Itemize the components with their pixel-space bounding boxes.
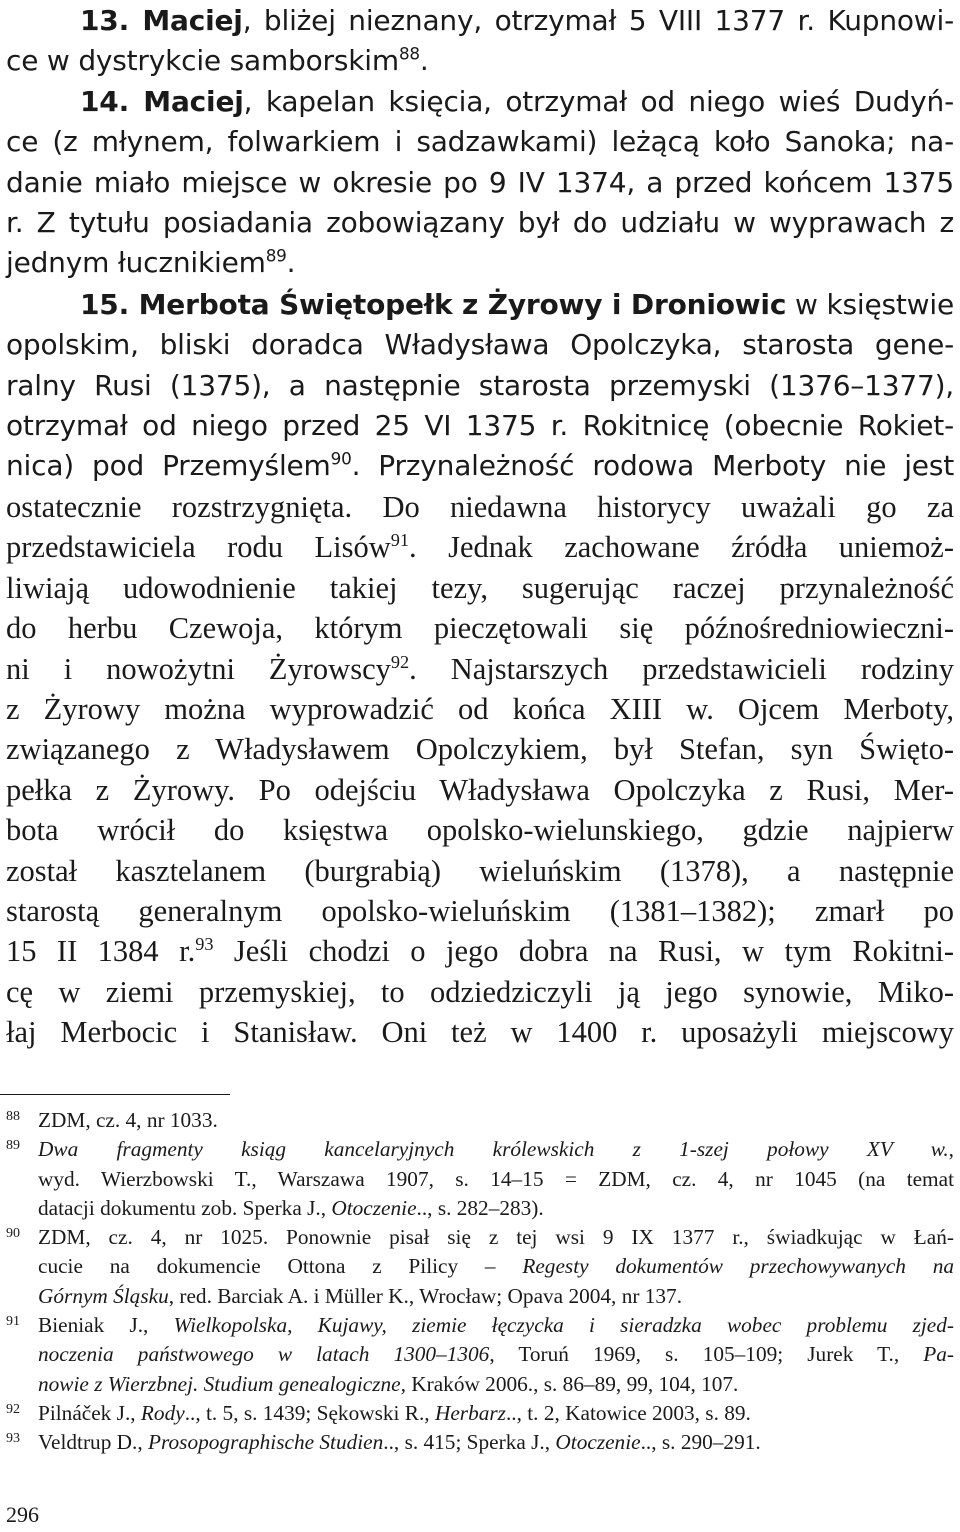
text-line: ralny Rusi (1375), a następnie starosta przemyski (1376–1377), xyxy=(6,368,954,402)
text-line: z Żyrowy można wyprowadzić od końca XIII w. Ojcem Merboty, xyxy=(6,691,954,726)
text-line: ce w dystrykcie samborskim$^{88}$. xyxy=(6,44,429,78)
footnote-line: datacji dokumentu zob. Sperka J., Otoczenie.., s. 282–283). xyxy=(38,1195,544,1220)
text-line: opolskim, bliski doradca Władysława Opolczyka, starosta gene- xyxy=(6,328,954,362)
text-line: ni i nowożytni Żyrowscy$^{92}$. Najstarszych przedstawicieli rodziny xyxy=(6,651,954,686)
footnote-ref[interactable]: 92 xyxy=(390,651,410,672)
page-number: 296 xyxy=(6,1502,39,1527)
text-line: cę w ziemi przemyskiej, to odziedziczyli ją jego synowie, Miko- xyxy=(6,974,954,1009)
text-line: 15 II 1384 r.$^{93}$ Jeśli chodzi o jego dobra na Rusi, w tym Rokitni- xyxy=(6,934,954,969)
footnote-number: 92 xyxy=(6,1401,20,1417)
footnote-number: 91 xyxy=(6,1314,20,1330)
footnote-89 xyxy=(0,1135,954,1223)
main-text xyxy=(6,0,954,1053)
text-line: związanego z Władysławem Opolczykiem, był Stefan, syn Święto- xyxy=(6,732,954,767)
text-line: danie miało miejsce w okresie po 9 IV 1374, a przed końcem 1375 xyxy=(6,165,954,199)
text-line: przedstawiciela rodu Lisów$^{91}$. Jednak zachowane źródła uniemoż- xyxy=(6,530,954,565)
footnote-line: Bieniak J., Wielkopolska, Kujawy, ziemie łęczycka i sieradzka wobec problemu zjed- xyxy=(38,1313,954,1338)
text-line: ostatecznie rozstrzygnięta. Do niedawna historycy uważali go za xyxy=(6,489,954,524)
text-line: bota wrócił do księstwa opolsko-wielunskiego, gdzie najpierw xyxy=(6,813,954,848)
footnotes xyxy=(0,1106,954,1458)
footnote-ref[interactable]: 88 xyxy=(398,44,420,65)
footnote-divider xyxy=(0,1094,230,1095)
footnote-number: 93 xyxy=(6,1431,20,1447)
footnote-ref[interactable]: 90 xyxy=(330,449,352,470)
footnote-line: Pilnáček J., Rody.., t. 5, s. 1439; Sękowski R., Herbarz.., t. 2, Katowice 2003, s. 89. xyxy=(38,1400,751,1425)
footnote-line: cucie na dokumencie Ottona z Pilicy – Regesty dokumentów przechowywanych na xyxy=(38,1254,954,1279)
entry-15 xyxy=(6,284,954,1053)
text-line: został kasztelanem (burgrabią) wieluńskim (1378), a następnie xyxy=(6,853,954,888)
footnote-number: 88 xyxy=(6,1109,20,1124)
text-line: jednym łucznikiem$^{89}$. xyxy=(6,246,296,280)
footnote-93 xyxy=(0,1428,954,1457)
text-line: pełka z Żyrowy. Po odejściu Władysława Opolczyka z Rusi, Mer- xyxy=(6,772,954,807)
text-line: ce (z młynem, folwarkiem i sadzawkami) leżącą koło Sanoka; na- xyxy=(6,125,954,159)
entry-heading: 13. Maciej xyxy=(80,4,243,37)
footnote-line: ZDM, cz. 4, nr 1033. xyxy=(38,1108,218,1132)
footnote-92 xyxy=(0,1399,954,1428)
footnote-line: nowie z Wierzbnej. Studium genealogiczne, Kraków 2006., s. 86–89, 99, 104, 107. xyxy=(38,1371,739,1396)
footnote-line: noczenia państwowego w latach 1300–1306, Toruń 1969, s. 105–109; Jurek T., Pa- xyxy=(38,1342,955,1367)
footnote-line: ZDM, cz. 4, nr 1025. Ponownie pisał się z tej wsi 9 IX 1377 r., świadkując w Łań- xyxy=(38,1225,954,1250)
footnote-ref[interactable]: 89 xyxy=(265,246,287,267)
text-line: r. Z tytułu posiadania zobowiązany był do udziału w wyprawach z xyxy=(6,206,954,240)
footnote-line: Dwa fragmenty ksiąg kancelaryjnych królewskich z 1-szej połowy XV w., xyxy=(38,1137,954,1162)
text-line: do herbu Czewoja, którym pieczętowali się późnośredniowieczni- xyxy=(6,611,954,646)
text-line: 13. Maciej, bliżej nieznany, otrzymał 5 VIII 1377 r. Kupnowi- xyxy=(80,4,954,37)
text-line: nica) pod Przemyślem$^{90}$. Przynależność rodowa Merboty nie jest xyxy=(6,449,954,483)
text-line: otrzymał od niego przed 25 VI 1375 r. Rokitnicę (obecnie Rokiet- xyxy=(6,409,954,443)
footnote-number: 90 xyxy=(6,1226,20,1242)
entry-14 xyxy=(6,82,954,284)
entry-13 xyxy=(6,0,954,82)
footnote-88 xyxy=(0,1106,954,1135)
footnote-line: wyd. Wierzbowski T., Warszawa 1907, s. 14–15 = ZDM, cz. 4, nr 1045 (na temat xyxy=(38,1166,954,1191)
footnote-line: Górnym Śląsku, red. Barciak A. i Müller K., Wrocław; Opava 2004, nr 137. xyxy=(38,1283,683,1308)
footnote-91 xyxy=(0,1311,954,1399)
footnote-ref[interactable]: 93 xyxy=(195,934,214,955)
text-line: łaj Merbocic i Stanisław. Oni też w 1400 r. uposażyli miejscowy xyxy=(6,1015,954,1050)
text-line: 14. Maciej, kapelan księcia, otrzymał od niego wieś Dudyń- xyxy=(80,84,954,118)
entry-heading: 14. Maciej xyxy=(80,84,244,118)
footnote-line: Veldtrup D., Prosopographische Studien.., s. 415; Sperka J., Otoczenie.., s. 290–291. xyxy=(38,1430,761,1455)
footnote-ref[interactable]: 91 xyxy=(390,530,410,551)
entry-heading: 15. Merbota Świętopełk z Żyrowy i Droniowic xyxy=(80,287,787,321)
text-line: 15. Merbota Świętopełk z Żyrowy i Droniowic w księstwie xyxy=(80,287,954,321)
text-line: liwiają udowodnienie takiej tezy, sugerując raczej przynależność xyxy=(6,570,954,605)
footnote-90 xyxy=(0,1223,954,1311)
text-line: starostą generalnym opolsko-wieluńskim (1381–1382); zmarł po xyxy=(6,893,954,928)
footnote-number: 89 xyxy=(6,1138,20,1154)
